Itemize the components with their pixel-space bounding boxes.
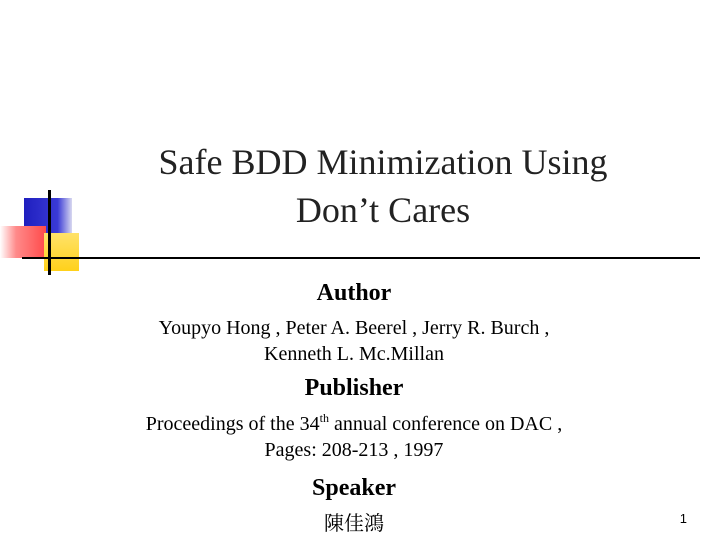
publisher-line-1-pre: Proceedings of the 34	[145, 413, 320, 435]
publisher-details	[0, 411, 708, 463]
title-divider-line	[22, 257, 700, 259]
publisher-heading: Publisher	[304, 375, 404, 401]
author-line-1: Youpyo Hong , Peter A. Beerel , Jerry R. Burch ,	[158, 317, 550, 339]
author-line-2: Kenneth L. Mc.Millan	[264, 343, 444, 365]
publisher-line-1	[0, 411, 708, 437]
speaker-heading: Speaker	[312, 475, 396, 501]
decorative-red-bar	[0, 226, 46, 258]
page-number: 1	[679, 511, 687, 526]
speaker-name: 陳佳鴻	[324, 511, 384, 535]
author-names	[0, 315, 708, 367]
title-line-1: Safe BDD Minimization Using	[158, 142, 608, 182]
slide-title	[100, 138, 666, 234]
publisher-ordinal-suffix: th	[319, 411, 329, 425]
decorative-vertical-line	[48, 190, 51, 275]
publisher-line-1-post: annual conference on DAC ,	[328, 413, 563, 435]
publisher-line-2: Pages: 208-213 , 1997	[264, 439, 444, 461]
title-line-2: Don’t Cares	[295, 190, 471, 230]
author-heading: Author	[316, 280, 392, 306]
